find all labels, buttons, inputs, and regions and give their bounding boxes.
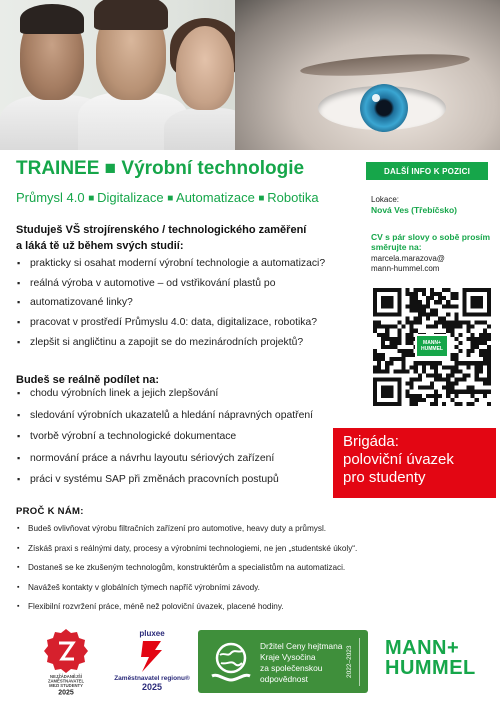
location-label: Lokace:: [371, 195, 400, 204]
contact-email[interactable]: [371, 254, 493, 274]
email-line: marcela.marazova@: [371, 254, 445, 263]
list-item: ▪ reálná výroba v automotive – od vstřikování plastů po: [16, 274, 325, 294]
brigada-box: [333, 428, 496, 498]
list-item: ▪ sledování výrobních ukazatelů a hledání nápravných opatření: [16, 405, 313, 427]
intro-text: [16, 222, 361, 254]
qr-logo-text: MANN+: [423, 340, 441, 346]
globe-hands-icon: [206, 636, 256, 686]
separator-square: ■: [167, 193, 177, 204]
list-item: ▪ Navážeš kontakty v globálních týmech napříč výrobními závody.: [16, 578, 357, 598]
list-item: ▪ prakticky si osahat moderní výrobní technologie a automatizaci?: [16, 254, 325, 274]
location-value: Nová Ves (Třebíčsko): [371, 205, 457, 215]
award-text: odpovědnost: [260, 674, 308, 684]
eye-iris: [360, 84, 408, 132]
person-hair: [94, 0, 168, 30]
why-list: [16, 519, 357, 617]
brigada-line: Brigáda:: [343, 433, 399, 450]
csr-award-badge: [198, 630, 368, 693]
more-info-button[interactable]: DALŠÍ INFO K POZICI: [366, 162, 488, 180]
list-item-continuation: ▪ automatizované linky?: [16, 293, 325, 313]
list-item: ▪ práci v systému SAP při změnách pracovních postupů: [16, 469, 313, 491]
list-item: ▪ tvorbě výrobní a technologické dokumentace: [16, 426, 313, 448]
award-text: Kraje Vysočina: [260, 652, 316, 662]
award-text: Zaměstnavatel regionu®: [114, 675, 190, 682]
list-item: ▪ zlepšit si angličtinu a zapojit se do mezinárodních projektů?: [16, 333, 325, 353]
csr-award-text: [260, 641, 342, 685]
award-brand: pluxee: [139, 629, 165, 638]
list-item: ▪ Dostaneš se ke zkušeným technologům, konstruktérům a specialistům na automatizaci.: [16, 558, 357, 578]
brigada-line: pro studenty: [343, 469, 426, 486]
subtitle-item: Automatizace: [176, 190, 255, 205]
intro-line: a láká tě už během svých studií:: [16, 240, 184, 252]
list-item: ▪ Flexibilní rozvržení práce, méně než poloviční úvazek, placené hodiny.: [16, 597, 357, 617]
student-employer-award-badge: [36, 626, 96, 696]
award-text: MEZI STUDENTY: [49, 683, 83, 688]
email-line: mann-hummel.com: [371, 264, 440, 273]
logo-text: MANN+: [385, 637, 460, 659]
person-hair: [20, 4, 84, 34]
award-text: NEJŽÁDANĚJŠÍ: [50, 674, 82, 679]
job-subtitle: [16, 190, 319, 205]
qr-logo: [415, 334, 449, 358]
award-text: Držitel Ceny hejtmana: [260, 641, 343, 651]
person-face: [176, 26, 234, 110]
job-title: TRAINEE ■ Výrobní technologie: [16, 158, 305, 179]
regional-employer-award-badge: [112, 628, 192, 692]
list-item: ▪ normování práce a návrhu layoutu sériových zařízení: [16, 448, 313, 470]
list-item: ▪ Získáš praxi s reálnými daty, procesy a výrobními technologiemi, ne jen „studentské úkoly“.: [16, 539, 357, 559]
list-item: ▪ pracovat v prostředí Průmyslu 4.0: data, digitalizace, robotika?: [16, 313, 325, 333]
mann-hummel-logo: [385, 638, 485, 678]
subtitle-item: Digitalizace: [97, 190, 164, 205]
list-item: ▪ chodu výrobních linek a jejich zlepšování: [16, 383, 313, 405]
eye-glint: [372, 94, 380, 102]
subtitle-item: Průmysl 4.0: [16, 190, 85, 205]
award-year: 2022–2023: [346, 638, 360, 686]
subtitle-item: Robotika: [267, 190, 319, 205]
tasks-list: [16, 383, 313, 491]
award-text: za společenskou: [260, 663, 323, 673]
qr-logo-text: HUMMEL: [421, 346, 443, 352]
award-year: 2025: [141, 682, 163, 692]
separator-square: ■: [88, 193, 98, 204]
award-year: 2025: [58, 689, 74, 696]
separator-square: ■: [258, 193, 268, 204]
tasks-heading: Budeš se reálně podílet na:: [16, 374, 160, 386]
why-heading: PROČ K NÁM:: [16, 506, 84, 517]
cv-instructions: CV s pár slovy o sobě prosím směrujte na:: [371, 232, 491, 252]
brigada-line: poloviční úvazek: [343, 451, 454, 468]
hero-photo: [0, 0, 500, 150]
intro-list: [16, 254, 325, 353]
award-text: ZAMĚSTNAVATEL: [47, 678, 85, 684]
logo-text: HUMMEL: [385, 657, 476, 679]
intro-line: Studuješ VŠ strojírenského / technologického zaměření: [16, 224, 307, 236]
list-item: ▪ Budeš ovlivňovat výrobu filtračních zařízení pro automotive, heavy duty a průmysl.: [16, 519, 357, 539]
